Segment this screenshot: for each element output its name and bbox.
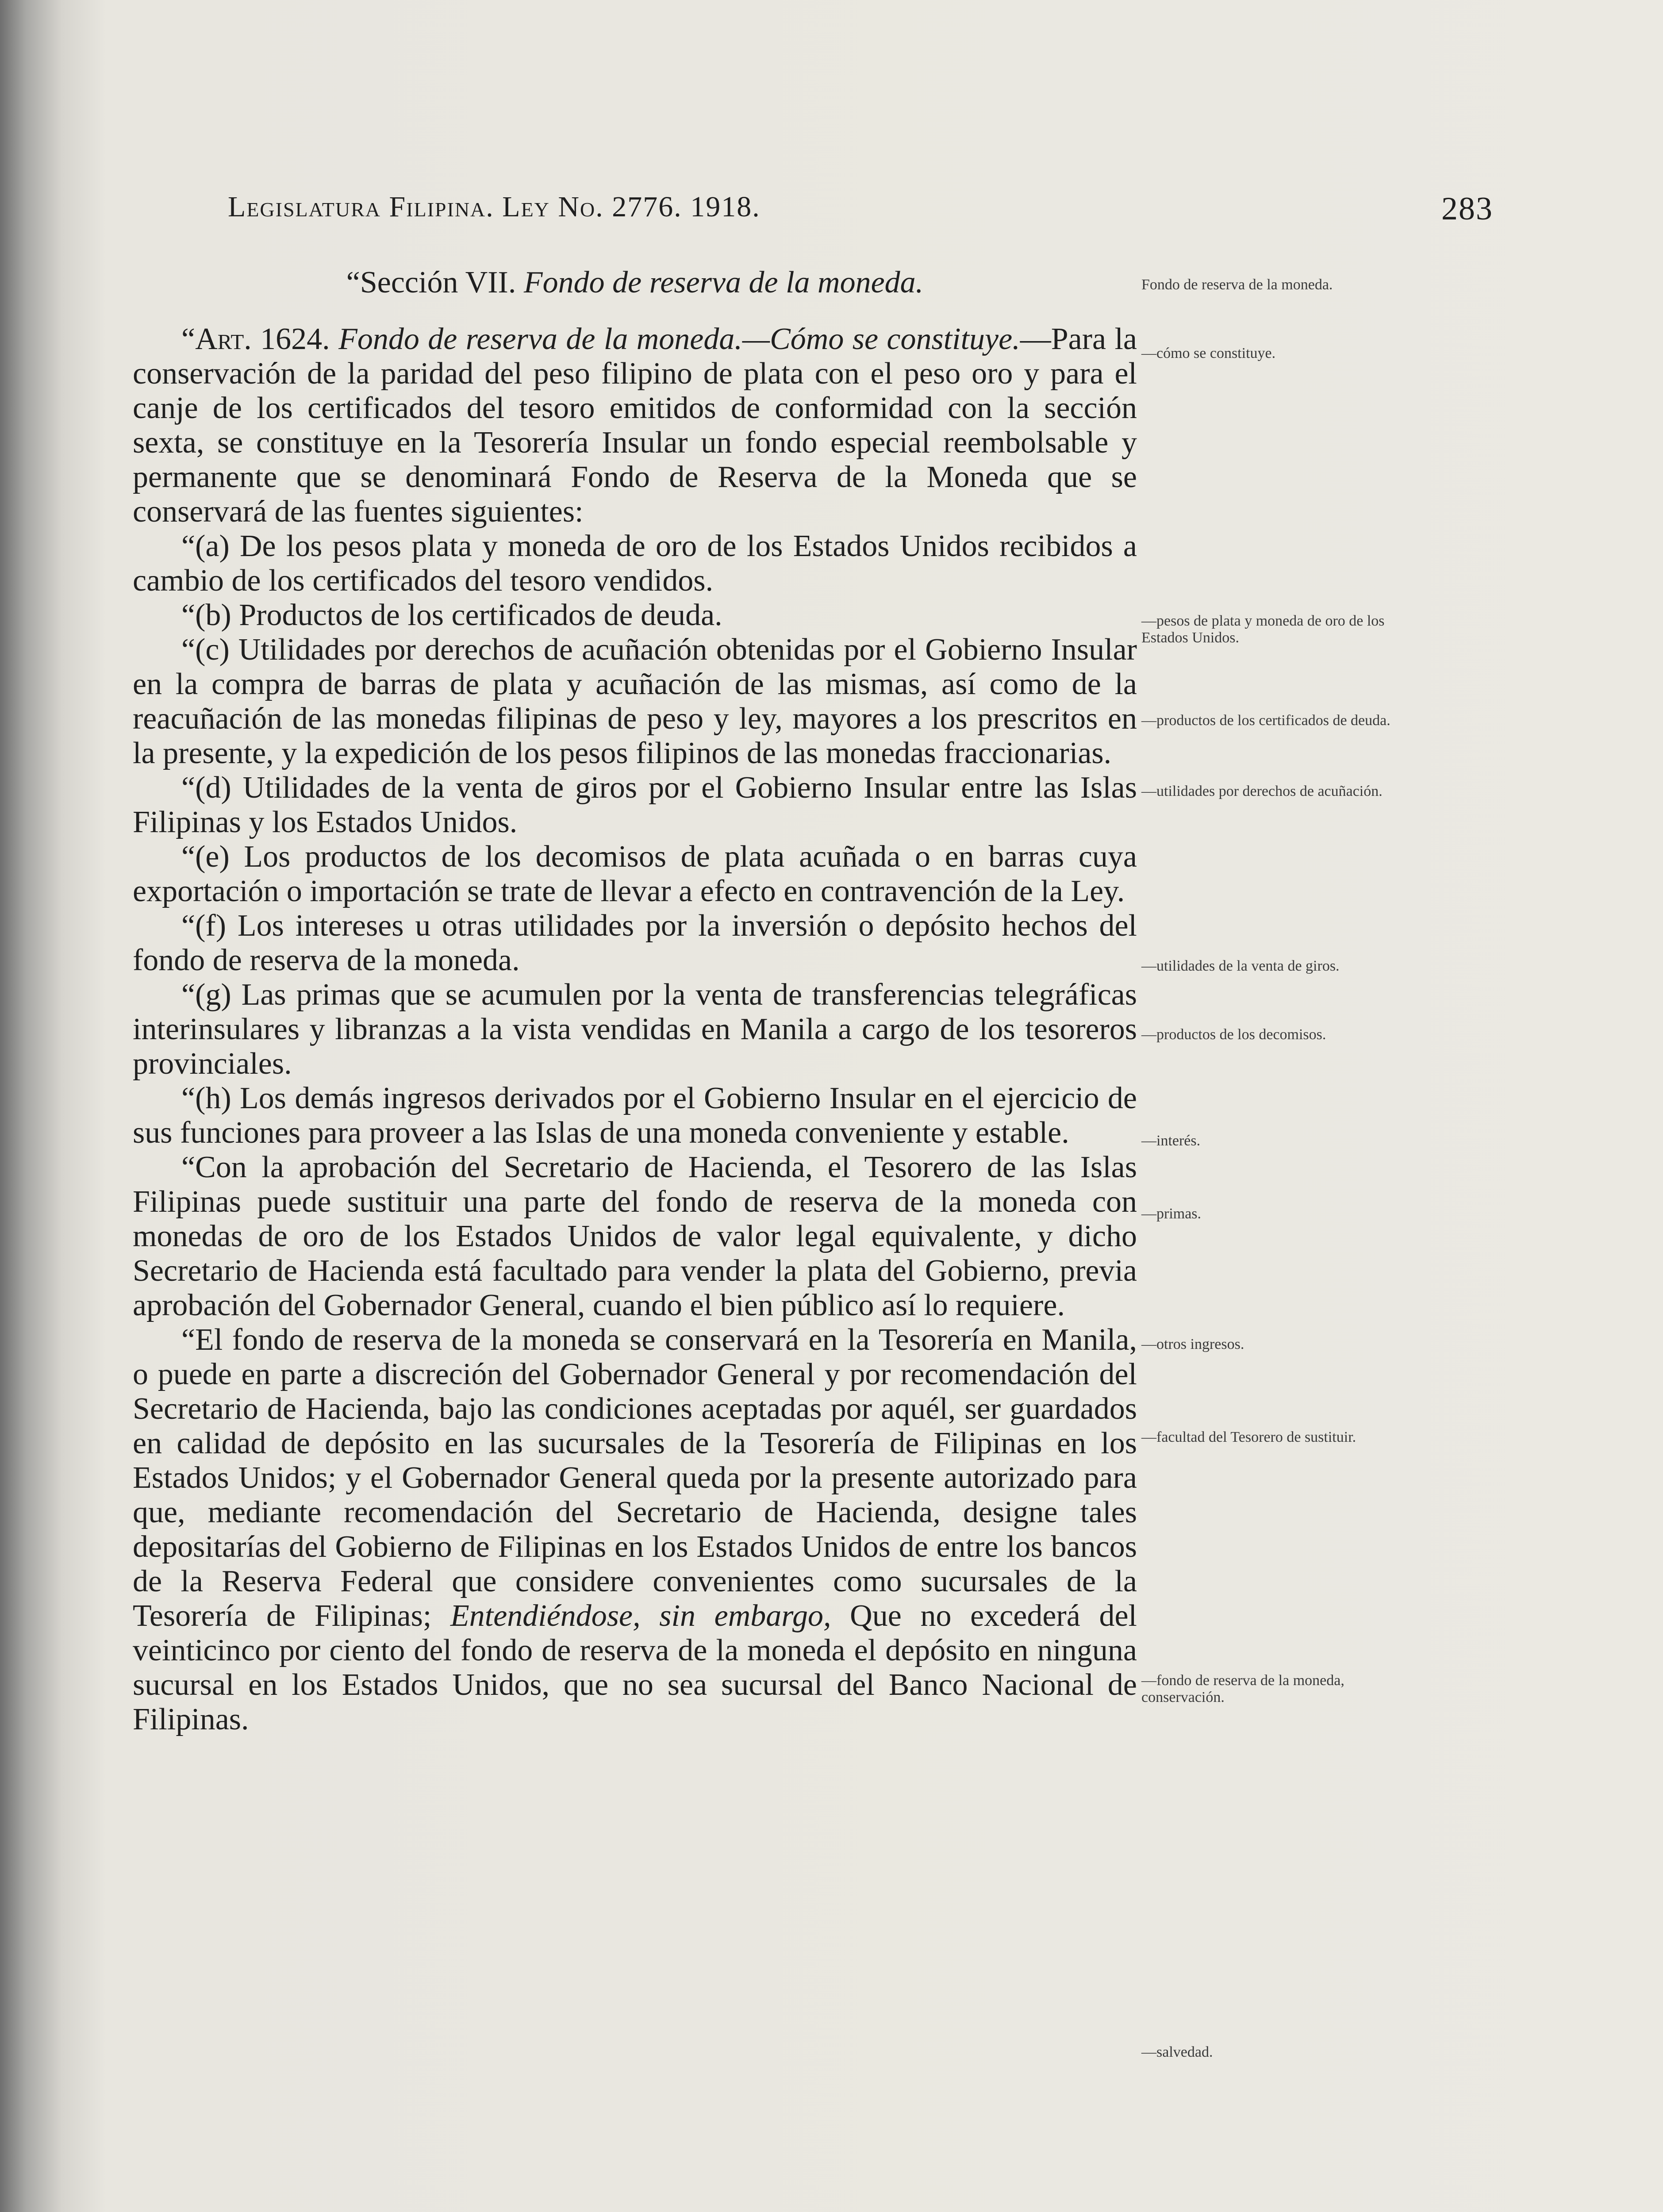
item-label: “(c) [181, 633, 230, 667]
margin-note: —utilidades de la venta de giros. [1141, 958, 1340, 974]
substitution-paragraph: “Con la aprobación del Secretario de Hacienda, el Tesorero de las Islas Filipinas puede sustituir una parte del fondo de reserva de la moneda con monedas de oro de los Estados Unidos de valor legal equivalente, y dicho Secretario de Hacienda está facultado para vender la plata del Gobierno, previa aprobación del Gobernador General, cuando el bien público así lo requiere. [133, 1150, 1137, 1322]
list-item-g [133, 978, 1137, 1081]
conservation-text: “El fondo de reserva de la moneda se conservará en la Tesorería en Manila, o puede en parte a discreción del Gobernador General y por recomendación del Secretario de Hacienda, bajo las condiciones aceptadas por aquél, ser guardados en calidad de depósito en las sucursales de la Tesorería de Filipinas en los Estados Unidos; y el Gobernador General queda por la presente autorizado para que, mediante recomendación del Secretario de Hacienda, designe tales depositarías del Gobierno de Filipinas en los Estados Unidos de entre los bancos de la Reserva Federal que considere convenientes como sucursales de la Tesorería de Filipinas; [133, 1323, 1137, 1633]
conservation-paragraph [133, 1323, 1137, 1737]
article-number: “Art. 1624. [181, 322, 330, 356]
item-label: “(g) [181, 978, 231, 1012]
item-text: Utilidades de la venta de giros por el Gobierno Insular entre las Islas Filipinas y los Estados Unidos. [133, 771, 1137, 839]
proviso-continuation: Que no excederá del veinticinco por ciento del fondo de reserva de la moneda el depósito en ninguna sucursal en los Estados Unidos, que no sea sucursal del Banco Nacional de Filipinas. [133, 1599, 1137, 1736]
item-label: “(b) [181, 598, 231, 632]
section-heading [133, 265, 1137, 300]
article-paragraph [133, 322, 1137, 529]
page-number: 283 [1441, 191, 1493, 227]
margin-note: —facultad del Tesorero de sustituir. [1141, 1429, 1356, 1445]
margin-note: —pesos de plata y moneda de oro de los Estados Unidos. [1141, 613, 1385, 646]
margin-note: —cómo se constituye. [1141, 345, 1276, 361]
item-text: Productos de los certificados de deuda. [239, 598, 722, 632]
item-text: Los intereses u otras utilidades por la inversión o depósito hechos del fondo de reserva de la moneda. [133, 909, 1137, 977]
article-intro: —Para la conservación de la paridad del peso filipino de plata con el peso oro y para el canje de los certificados del tesoro emitidos de conformidad con la sección sexta, se constituye en la Tesorería Insular un fondo especial reembolsable y permanente que se denominará Fondo de Reserva de la Moneda que se conservará de las fuentes siguientes: [133, 322, 1137, 529]
list-item-d [133, 771, 1137, 840]
article-title: Fondo de reserva de la moneda.—Cómo se constituye. [338, 322, 1020, 356]
item-label: “(h) [181, 1081, 231, 1115]
item-label: “(a) [181, 529, 230, 563]
list-item-a [133, 529, 1137, 598]
item-text: Los productos de los decomisos de plata acuñada o en barras cuya exportación o importación se trate de llevar a efecto en contravención de la Ley. [133, 840, 1137, 908]
section-title: Fondo de reserva de la moneda. [523, 265, 924, 300]
margin-note: —productos de los certificados de deuda. [1141, 712, 1390, 729]
margin-note: —fondo de reserva de la moneda, conservación. [1141, 1672, 1344, 1705]
margin-note: —interés. [1141, 1133, 1201, 1149]
margin-note: —primas. [1141, 1206, 1202, 1222]
item-text: Utilidades por derechos de acuñación obtenidas por el Gobierno Insular en la compra de barras de plata y acuñación de las mismas, así como de la reacuñación de las monedas filipinas de peso y ley, mayores a los prescritos en la presente, y la expedición de los pesos filipinos de las monedas fraccionarias. [133, 633, 1137, 770]
item-text: Los demás ingresos derivados por el Gobierno Insular en el ejercicio de sus funciones para proveer a las Islas de una moneda conveniente y estable. [133, 1081, 1137, 1150]
proviso-text: Entendiéndose, sin embargo, [450, 1599, 831, 1633]
item-label: “(d) [181, 771, 231, 805]
item-label: “(e) [181, 840, 230, 874]
margin-notes [1141, 0, 1416, 2212]
running-title: Legislatura Filipina. Ley No. 2776. 1918. [228, 191, 760, 223]
margin-note: Fondo de reserva de la moneda. [1141, 276, 1333, 293]
margin-note: —otros ingresos. [1141, 1336, 1244, 1352]
margin-note: —utilidades por derechos de acuñación. [1141, 783, 1383, 799]
list-item-b [133, 598, 1137, 633]
section-label: “Sección VII. [346, 265, 516, 300]
margin-note: —salvedad. [1141, 2044, 1213, 2060]
margin-note: —productos de los decomisos. [1141, 1026, 1326, 1043]
list-item-e [133, 840, 1137, 909]
list-item-c [133, 633, 1137, 771]
list-item-f [133, 909, 1137, 978]
item-text: De los pesos plata y moneda de oro de los Estados Unidos recibidos a cambio de los certificados del tesoro vendidos. [133, 529, 1137, 598]
item-label: “(f) [181, 909, 227, 943]
item-text: Las primas que se acumulen por la venta de transferencias telegráficas interinsulares y libranzas a la vista vendidas en Manila a cargo de los tesoreros provinciales. [133, 978, 1137, 1081]
main-text-column [133, 265, 1137, 1737]
list-item-h [133, 1081, 1137, 1150]
